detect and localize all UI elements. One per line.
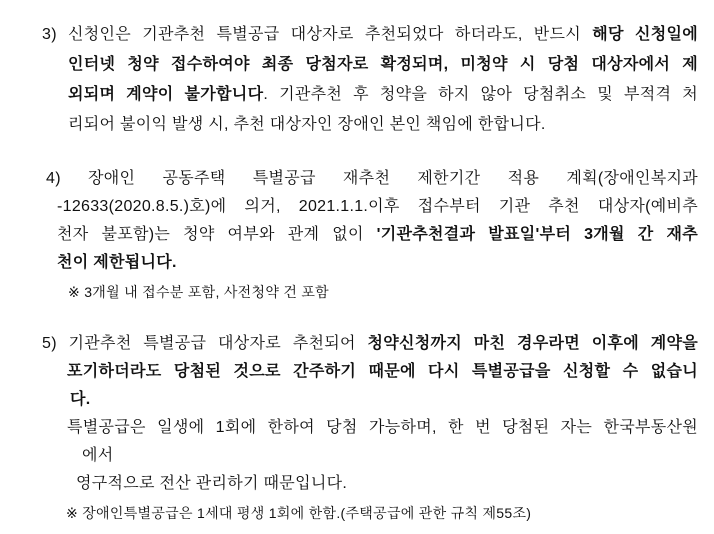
text-run: 천자 불포함)는 청약 여부와 관계 없이 (57, 226, 377, 243)
bold-text-run: 인터넷 청약 접수하여야 최종 당첨자로 확정되며, 미청약 시 당첨 대상자에서 제 (68, 56, 698, 73)
bold-text-run: 청약신청까지 마친 경우라면 이후에 계약을 (367, 335, 698, 352)
note-line (66, 500, 698, 526)
text-run: 장애인 공동주택 특별공급 재추천 제한기간 적용 계획(장애인복지과 (88, 170, 698, 187)
text-line (46, 165, 698, 193)
text-line (57, 221, 698, 249)
text-run: 영구적으로 전산 관리하기 때문입니다. (76, 475, 348, 492)
paragraph-3 (0, 20, 714, 140)
text-run: ※ 장애인특별공급은 1세대 평생 1회에 한함.(주택공급에 관한 규칙 제55조) (66, 505, 532, 521)
list-marker: 4) (46, 170, 89, 187)
text-run: -12633(2020.8.5.)호)에 의거, 2021.1.1.이후 접수부터 기관 추천 대상자(예비추 (57, 198, 698, 215)
text-line (67, 358, 698, 386)
notice-document-body (0, 20, 714, 526)
text-line (76, 470, 698, 498)
text-run: 특별공급은 일생에 1회에 한하여 당첨 가능하며, 한 번 당첨된 자는 한국부동산원 (67, 419, 698, 436)
bold-text-run: 해당 신청일에 (592, 26, 698, 43)
text-line (68, 80, 698, 110)
paragraph-4 (0, 165, 714, 305)
note-line (68, 279, 698, 305)
bold-text-run: '기관추천결과 발표일'부터 3개월 간 재추 (376, 226, 698, 243)
text-run: 에서 (82, 447, 114, 464)
text-line (67, 414, 698, 442)
bold-text-run: 다. (70, 391, 91, 408)
text-line (42, 20, 698, 50)
text-line (70, 386, 698, 414)
list-marker: 5) (42, 335, 69, 352)
bold-text-run: 외되며 계약이 불가합니다 (68, 86, 264, 103)
text-line (42, 330, 698, 358)
text-line (57, 193, 698, 221)
text-run: 신청인은 기관추천 특별공급 대상자로 추천되었다 하더라도, 반드시 (68, 26, 593, 43)
text-line (68, 50, 698, 80)
text-line (68, 110, 698, 140)
text-line (57, 249, 698, 277)
bold-text-run: 포기하더라도 당첨된 것으로 간주하기 때문에 다시 특별공급을 신청할 수 없습니 (67, 363, 698, 380)
paragraph-5 (0, 330, 714, 526)
text-run: 기관추천 특별공급 대상자로 추천되어 (68, 335, 368, 352)
text-run: ※ 3개월 내 접수분 포함, 사전청약 건 포함 (68, 284, 329, 300)
bold-text-run: 천이 제한됩니다. (57, 254, 177, 271)
text-line (82, 442, 698, 470)
text-run: 리되어 불이익 발생 시, 추천 대상자인 장애인 본인 책임에 한합니다. (68, 116, 546, 133)
text-run: . 기관추천 후 청약을 하지 않아 당첨취소 및 부적격 처 (263, 86, 698, 103)
list-marker: 3) (42, 26, 69, 43)
